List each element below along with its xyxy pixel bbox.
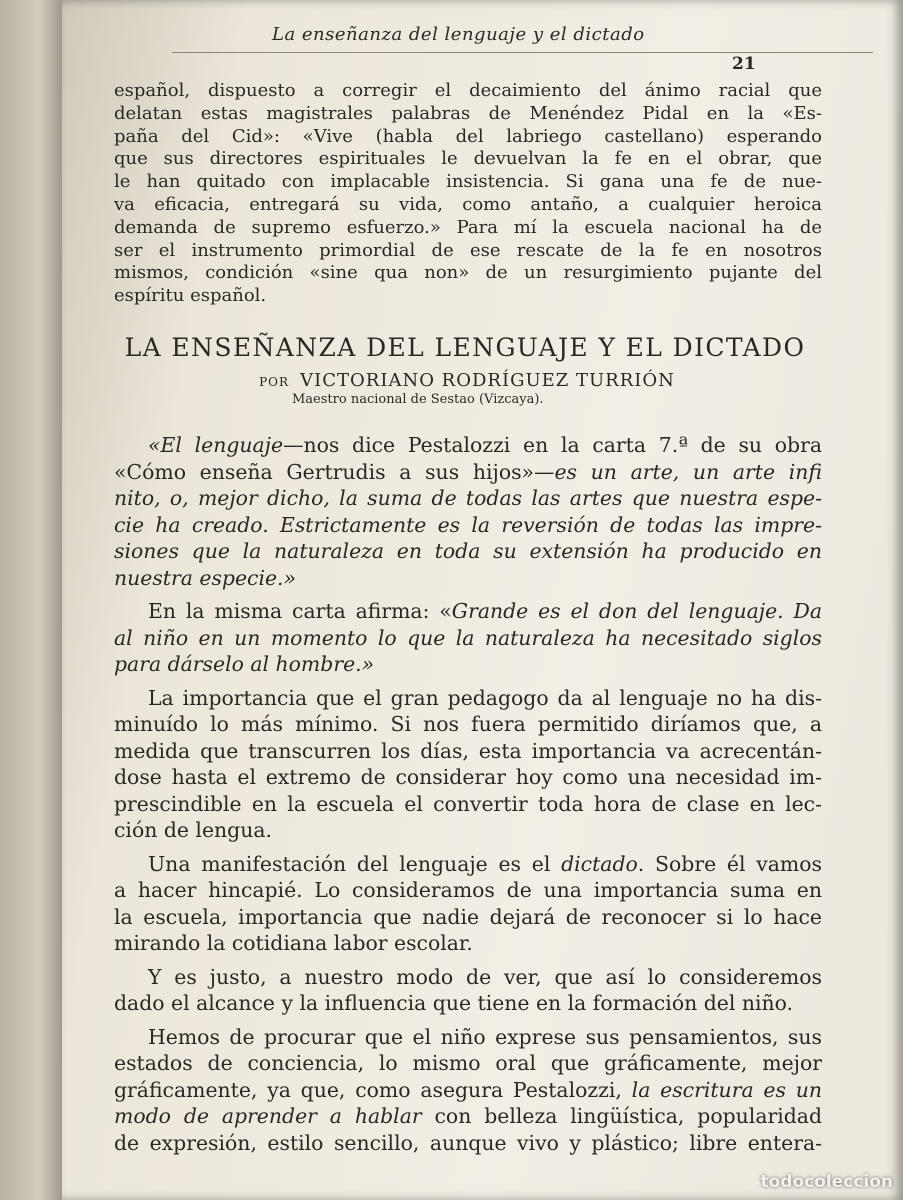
text-line: La importancia que el gran pedagogo da al lenguaje no ha dis- [148,685,822,710]
text-line: prescindible en la escuela el convertir toda hora de clase en lec- [114,791,822,816]
text-line [114,625,822,652]
text-line [114,851,822,878]
article-body [114,432,822,1156]
paragraph-gap [114,591,822,598]
text-run: Una manifestación del lenguaje es el [148,851,562,876]
intro-paragraph [114,80,822,308]
text-line: estados de conciencia, lo mismo oral que gráficamente, mejor [114,1051,822,1075]
byline [192,370,742,391]
italic-run: «El lenguaje [148,433,284,457]
text-line: que sus directores espirituales le devuelvan la fe en el obrar, que [114,148,822,170]
text-line [114,1077,822,1104]
paragraph-gap [114,844,822,851]
text-line: Y es justo, a nuestro modo de ver, que así lo consideremos [148,964,822,989]
text-line: va eficacia, entregará su vida, como antaño, a cualquier heroica [114,193,822,215]
text-line: Hemos de procurar que el niño exprese sus pensamientos, sus [148,1024,822,1049]
text-line: le han quitado con implacable insistencia. Si gana una fe de nue- [114,171,822,193]
text-line: espíritu español. [114,285,267,307]
text-run: gráficamente, ya que, como asegura Pestalozzi, [114,1077,632,1102]
text-line: medida que transcurren los días, esta importancia va acrecentán- [114,738,822,763]
italic-run: —es un arte, un arte infi [534,459,822,484]
text-line: de expresión, estilo sencillo, aunque vivo y plástico; libre entera- [114,1130,822,1155]
text-line [114,651,822,678]
text-line [114,512,822,539]
italic-run: modo de aprender a hablar [114,1104,422,1128]
paragraph-gap [114,678,822,685]
text-line: a hacer hincapié. Lo consideramos de una importancia suma en [114,878,822,902]
author-name: VICTORIANO RODRÍGUEZ TURRIÓN [300,370,675,391]
page-number: 21 [732,54,756,74]
text-line [114,1103,822,1130]
paragraph-gap [114,957,822,964]
text-run: En la misma carta afirma: « [148,599,452,623]
text-line [114,538,822,565]
text-line: delatan estas magistrales palabras de Menéndez Pidal en la «Es- [114,102,822,124]
italic-run: nito, o, mejor dicho, la suma de todas las artes que nuestra espe- [114,486,822,510]
text-run: —nos dice Pestalozzi en la carta 7.ª de su obra [283,433,822,457]
italic-run: la escritura es un [631,1077,822,1102]
italic-run: Grande es el don del lenguaje. Da [451,599,822,623]
header-rule [172,52,873,53]
watermark: todocoleccion [760,1172,893,1192]
italic-run: nuestra especie.» [114,565,296,590]
text-line [114,485,822,512]
book-page [62,0,903,1200]
text-line: paña del Cid»: «Vive (habla del labriego castellano) esperando [114,125,822,147]
italic-run: para dárselo al hombre.» [114,652,375,676]
italic-run: siones que la naturaleza en toda su extensión ha producido en [114,539,822,563]
paragraph-gap [114,1017,822,1024]
text-line: mismos, condición «sine qua non» de un resurgimiento pujante del [114,262,822,284]
italic-run: cie ha creado. Estrictamente es la reversión de todas las impre- [114,512,822,537]
byline-prefix: POR [259,375,290,389]
text-line: la escuela, importancia que nadie dejará de reconocer si lo hace [114,904,822,929]
text-line: demanda de supremo esfuerzo.» Para mí la escuela nacional ha de [114,216,822,238]
text-line: ción de lengua. [114,818,272,842]
facing-page-edge [0,0,70,1200]
author-affiliation: Maestro nacional de Sestao (Vizcaya). [292,392,544,407]
text-line: minuído lo más mínimo. Si nos fuera permitido diríamos que, a [114,712,822,736]
text-line [114,598,822,625]
text-line: dado el alcance y la influencia que tiene en la formación del niño. [114,991,794,1015]
text-line [114,432,822,459]
italic-run: dictado [561,851,638,876]
text-line: dose hasta el extremo de considerar hoy como una necesidad im- [114,765,822,789]
text-run: con belleza lingüística, popularidad [421,1104,823,1128]
text-line [114,565,822,592]
text-line: ser el instrumento primordial de ese rescate de la fe en nosotros [114,239,822,261]
running-title: La enseñanza del lenguaje y el dictado [272,24,645,45]
text-line: mirando la cotidiana labor escolar. [114,931,473,955]
text-run: «Cómo enseña Gertrudis a sus hijos» [114,459,535,484]
article-title: LA ENSEÑANZA DEL LENGUAJE Y EL DICTADO [124,333,806,362]
text-line [114,459,822,486]
italic-run: al niño en un momento lo que la naturaleza ha necesitado siglos [114,625,822,650]
text-run: . Sobre él vamos [637,851,822,876]
text-line: español, dispuesto a corregir el decaimiento del ánimo racial que [114,80,822,101]
